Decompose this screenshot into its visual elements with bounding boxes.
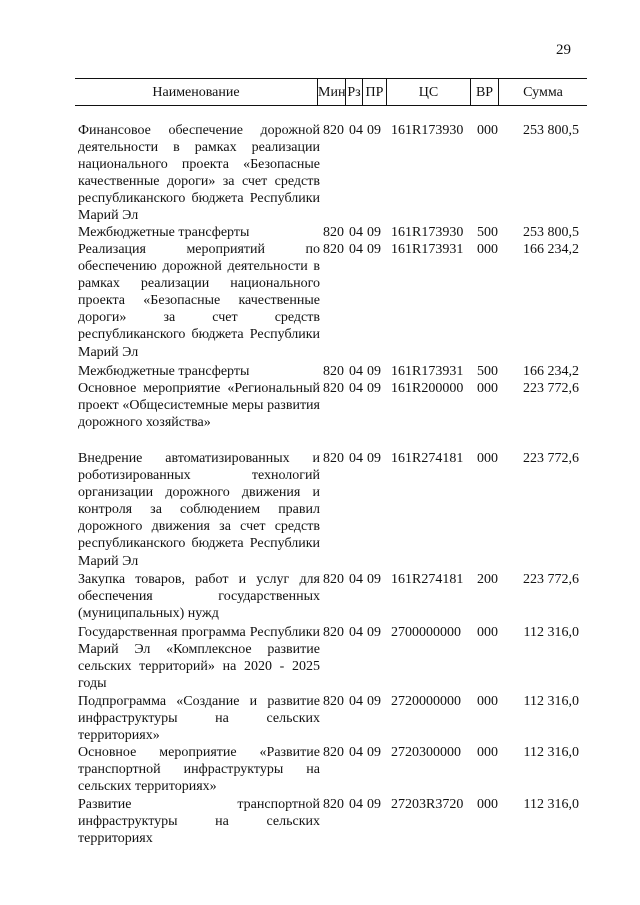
table-header — [75, 78, 587, 106]
row-vr: 500 — [477, 225, 498, 240]
row-cs: 2720300000 — [391, 745, 461, 760]
row-cs: 161R173930 — [391, 123, 464, 138]
row-min: 820 — [323, 242, 344, 257]
row-vr: 000 — [477, 451, 498, 466]
row-rz: 04 — [349, 745, 363, 760]
row-min: 820 — [323, 572, 344, 587]
row-pr: 09 — [367, 797, 381, 812]
row-sum: 112 316,0 — [523, 625, 579, 640]
row-cs: 161R274181 — [391, 572, 464, 587]
row-sum: 223 772,6 — [523, 572, 579, 587]
header-min: Мин — [318, 79, 346, 105]
row-cs: 27203R3720 — [391, 797, 464, 812]
row-vr: 000 — [477, 625, 498, 640]
row-min: 820 — [323, 797, 344, 812]
row-min: 820 — [323, 225, 344, 240]
row-sum: 112 316,0 — [523, 694, 579, 709]
header-rz: Рз — [346, 79, 363, 105]
row-vr: 000 — [477, 381, 498, 396]
row-name: Основное мероприятие «Региональный проект «Общесистемные меры развития дорожного хозяйства» — [78, 381, 320, 431]
row-sum: 253 800,5 — [523, 225, 579, 240]
row-rz: 04 — [349, 364, 363, 379]
row-vr: 000 — [477, 242, 498, 257]
row-rz: 04 — [349, 694, 363, 709]
row-pr: 09 — [367, 381, 381, 396]
row-vr: 000 — [477, 694, 498, 709]
row-sum: 112 316,0 — [523, 797, 579, 812]
row-cs: 161R274181 — [391, 451, 464, 466]
row-cs: 2700000000 — [391, 625, 461, 640]
row-pr: 09 — [367, 572, 381, 587]
row-rz: 04 — [349, 625, 363, 640]
row-cs: 161R173931 — [391, 364, 464, 379]
row-name: Закупка товаров, работ и услуг для обеспечения государственных (муниципальных) нужд — [78, 572, 320, 622]
row-rz: 04 — [349, 451, 363, 466]
row-rz: 04 — [349, 123, 363, 138]
row-vr: 000 — [477, 123, 498, 138]
row-vr: 200 — [477, 572, 498, 587]
row-cs: 161R200000 — [391, 381, 464, 396]
row-vr: 000 — [477, 745, 498, 760]
row-cs: 161R173930 — [391, 225, 464, 240]
header-name: Наименование — [75, 79, 318, 105]
row-sum: 166 234,2 — [523, 364, 579, 379]
row-vr: 000 — [477, 797, 498, 812]
row-name: Развитие транспортной инфраструктуры на сельских территориях — [78, 797, 320, 847]
row-pr: 09 — [367, 364, 381, 379]
row-rz: 04 — [349, 572, 363, 587]
row-min: 820 — [323, 451, 344, 466]
row-name: Внедрение автоматизированных и роботизированных технологий организации дорожного движения и контроля за соблюдением правил дорожного движения за счет средств республиканского бюджета Республики Марий Эл — [78, 451, 320, 569]
row-pr: 09 — [367, 123, 381, 138]
row-vr: 500 — [477, 364, 498, 379]
row-min: 820 — [323, 694, 344, 709]
row-sum: 223 772,6 — [523, 381, 579, 396]
row-name: Подпрограмма «Создание и развитие инфраструктуры на сельских территориях» — [78, 694, 320, 744]
row-name: Реализация мероприятий по обеспечению дорожной деятельности в рамках реализации национального проекта «Безопасные качественные дороги» за счет средств республиканского бюджета Республики Марий Эл — [78, 242, 320, 360]
header-vr: ВР — [471, 79, 499, 105]
row-name: Основное мероприятие «Развитие транспортной инфраструктуры на сельских территориях» — [78, 745, 320, 795]
header-sum: Сумма — [523, 85, 563, 100]
row-pr: 09 — [367, 242, 381, 257]
row-pr: 09 — [367, 625, 381, 640]
page-number: 29 — [556, 42, 571, 58]
row-pr: 09 — [367, 451, 381, 466]
row-pr: 09 — [367, 745, 381, 760]
row-rz: 04 — [349, 225, 363, 240]
row-rz: 04 — [349, 381, 363, 396]
row-sum: 166 234,2 — [523, 242, 579, 257]
row-min: 820 — [323, 381, 344, 396]
row-sum: 223 772,6 — [523, 451, 579, 466]
header-cs: ЦС — [387, 79, 471, 105]
row-name: Межбюджетные трансферты — [78, 225, 250, 240]
row-cs: 161R173931 — [391, 242, 464, 257]
row-rz: 04 — [349, 242, 363, 257]
row-min: 820 — [323, 364, 344, 379]
header-pr: ПР — [363, 79, 387, 105]
row-min: 820 — [323, 745, 344, 760]
row-pr: 09 — [367, 694, 381, 709]
row-cs: 2720000000 — [391, 694, 461, 709]
row-name: Межбюджетные трансферты — [78, 364, 250, 379]
row-name: Финансовое обеспечение дорожной деятельности в рамках реализации национального проекта «Безопасные качественные дороги» за счет средств республиканского бюджета Республики Марий Эл — [78, 123, 320, 224]
row-sum: 253 800,5 — [523, 123, 579, 138]
row-min: 820 — [323, 625, 344, 640]
row-rz: 04 — [349, 797, 363, 812]
row-min: 820 — [323, 123, 344, 138]
row-name: Государственная программа Республики Марий Эл «Комплексное развитие сельских территорий» на 2020 - 2025 годы — [78, 625, 320, 692]
row-sum: 112 316,0 — [523, 745, 579, 760]
row-pr: 09 — [367, 225, 381, 240]
